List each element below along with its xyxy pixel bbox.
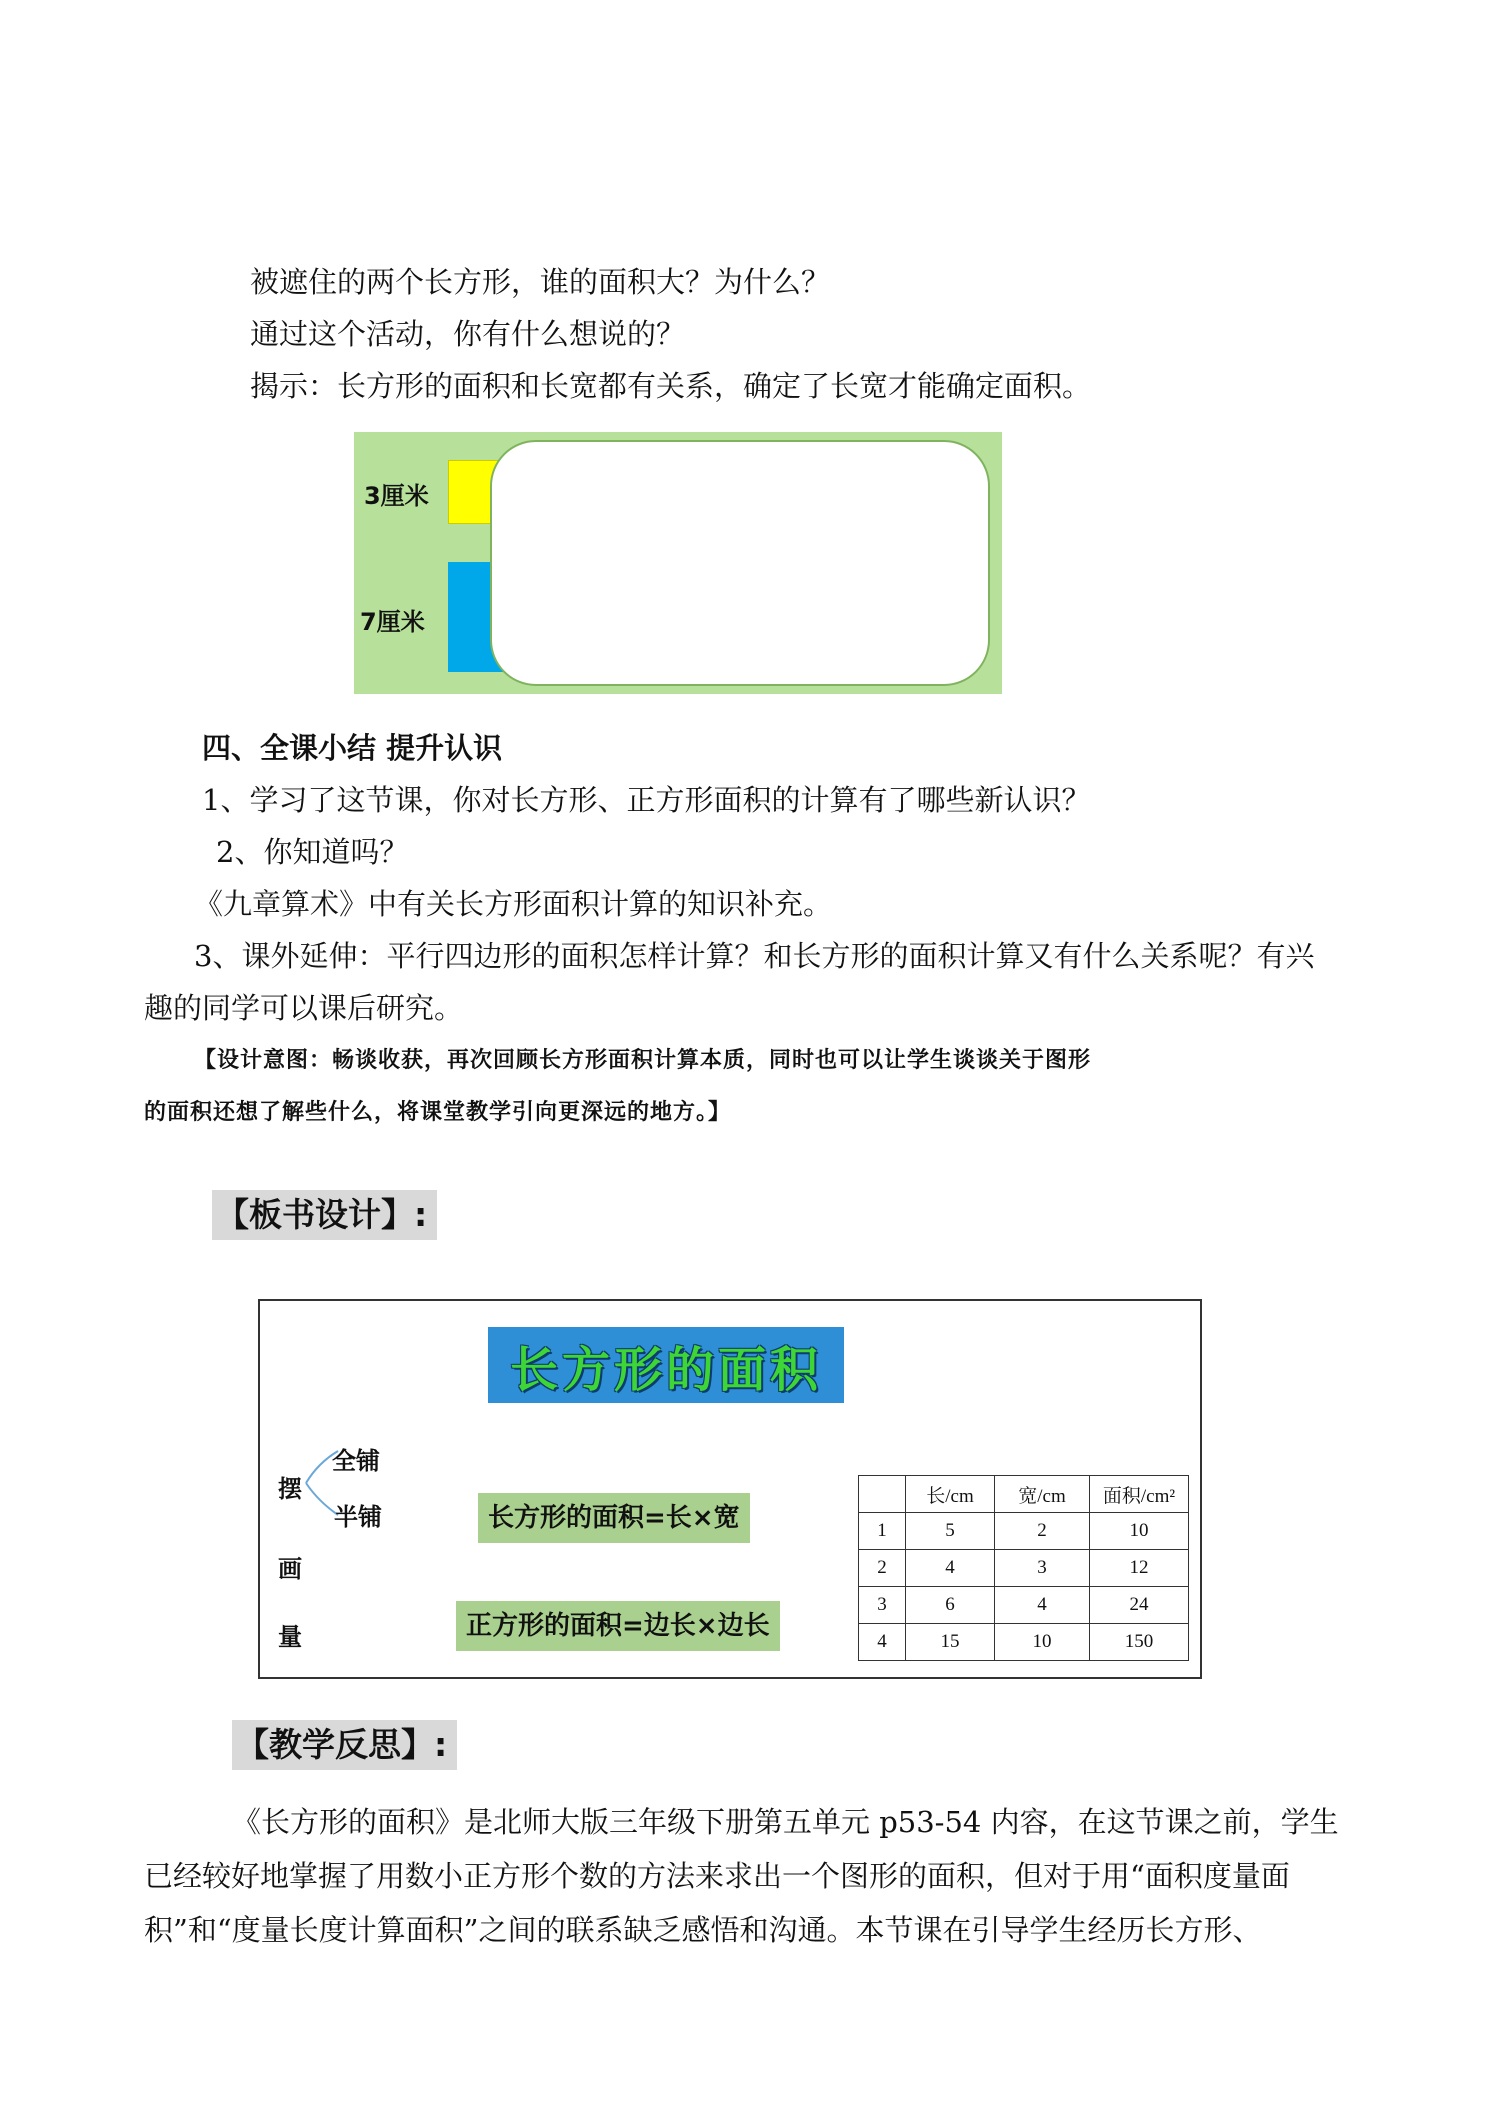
table-header: 长/cm (906, 1476, 995, 1513)
table-cell: 24 (1090, 1587, 1189, 1624)
summary-item-2-detail: 《九章算术》中有关长方形面积计算的知识补充。 (194, 887, 833, 921)
teaching-reflection-label: 【教学反思】: (232, 1720, 457, 1770)
side-arrange: 摆 (278, 1475, 302, 1503)
table-header: 面积/cm² (1090, 1476, 1189, 1513)
table-cell: 10 (995, 1624, 1090, 1661)
table-cell: 1 (859, 1513, 906, 1550)
table-row (859, 1513, 1189, 1550)
question-line: 被遮住的两个长方形，谁的面积大？为什么？ (250, 265, 831, 299)
table-cell: 4 (859, 1624, 906, 1661)
square-area-formula: 正方形的面积=边长×边长 (456, 1601, 780, 1651)
table-header: 宽/cm (995, 1476, 1090, 1513)
summary-item-2: 2、你知道吗？ (216, 835, 409, 869)
branch-full: 全铺 (332, 1447, 380, 1475)
summary-item-3-line2: 趣的同学可以课后研究。 (144, 991, 464, 1025)
table-row (859, 1624, 1189, 1661)
prompt-line: 通过这个活动，你有什么想说的？ (250, 317, 686, 351)
table-cell: 12 (1090, 1550, 1189, 1587)
design-intent-line1: 【设计意图：畅谈收获，再次回顾长方形面积计算本质，同时也可以让学生谈谈关于图形 (194, 1048, 1092, 1073)
table-cell: 150 (1090, 1624, 1189, 1661)
side-measure: 量 (278, 1623, 302, 1651)
summary-heading: 四、全课小结 提升认识 (202, 731, 503, 765)
reflection-line-1: 《长方形的面积》是北师大版三年级下册第五单元 p53-54 内容，在这节课之前，学生 (232, 1805, 1339, 1839)
branch-half: 半铺 (334, 1503, 382, 1531)
table-row (859, 1550, 1189, 1587)
label-7cm: 7厘米 (360, 608, 425, 636)
summary-item-3-line1: 3、课外延伸：平行四边形的面积怎样计算？和长方形的面积计算又有什么关系呢？有兴 (194, 939, 1315, 973)
summary-item-1: 1、学习了这节课，你对长方形、正方形面积的计算有了哪些新认识？ (202, 783, 1091, 817)
table-cell: 3 (859, 1587, 906, 1624)
board-title-banner (488, 1327, 844, 1403)
table-cell: 4 (906, 1550, 995, 1587)
reflection-line-3: 积”和“度量长度计算面积”之间的联系缺乏感悟和沟通。本节课在引导学生经历长方形、 (144, 1913, 1262, 1947)
label-3cm: 3厘米 (364, 482, 429, 510)
table-cell: 3 (995, 1550, 1090, 1587)
cover-panel (490, 440, 990, 686)
table-cell: 15 (906, 1624, 995, 1661)
reveal-line: 揭示：长方形的面积和长宽都有关系，确定了长宽才能确定面积。 (250, 369, 1092, 403)
side-draw: 画 (278, 1555, 302, 1583)
board-design-label: 【板书设计】: (212, 1190, 437, 1240)
table-header-row (859, 1476, 1189, 1513)
design-intent-line2: 的面积还想了解些什么，将课堂教学引向更深远的地方。】 (144, 1100, 732, 1125)
table-cell: 4 (995, 1587, 1090, 1624)
table-cell: 10 (1090, 1513, 1189, 1550)
table-cell: 6 (906, 1587, 995, 1624)
table-cell: 2 (995, 1513, 1090, 1550)
table-row (859, 1587, 1189, 1624)
board-design (258, 1299, 1202, 1679)
table-cell: 2 (859, 1550, 906, 1587)
reflection-line-2: 已经较好地掌握了用数小正方形个数的方法来求出一个图形的面积，但对于用“面积度量面 (144, 1859, 1290, 1893)
covered-rectangles-figure (354, 432, 1002, 694)
board-title: 长方形的面积 (509, 1341, 822, 1398)
area-table (858, 1475, 1189, 1661)
table-cell: 5 (906, 1513, 995, 1550)
table-header (859, 1476, 906, 1513)
rectangle-area-formula: 长方形的面积=长×宽 (478, 1493, 750, 1543)
